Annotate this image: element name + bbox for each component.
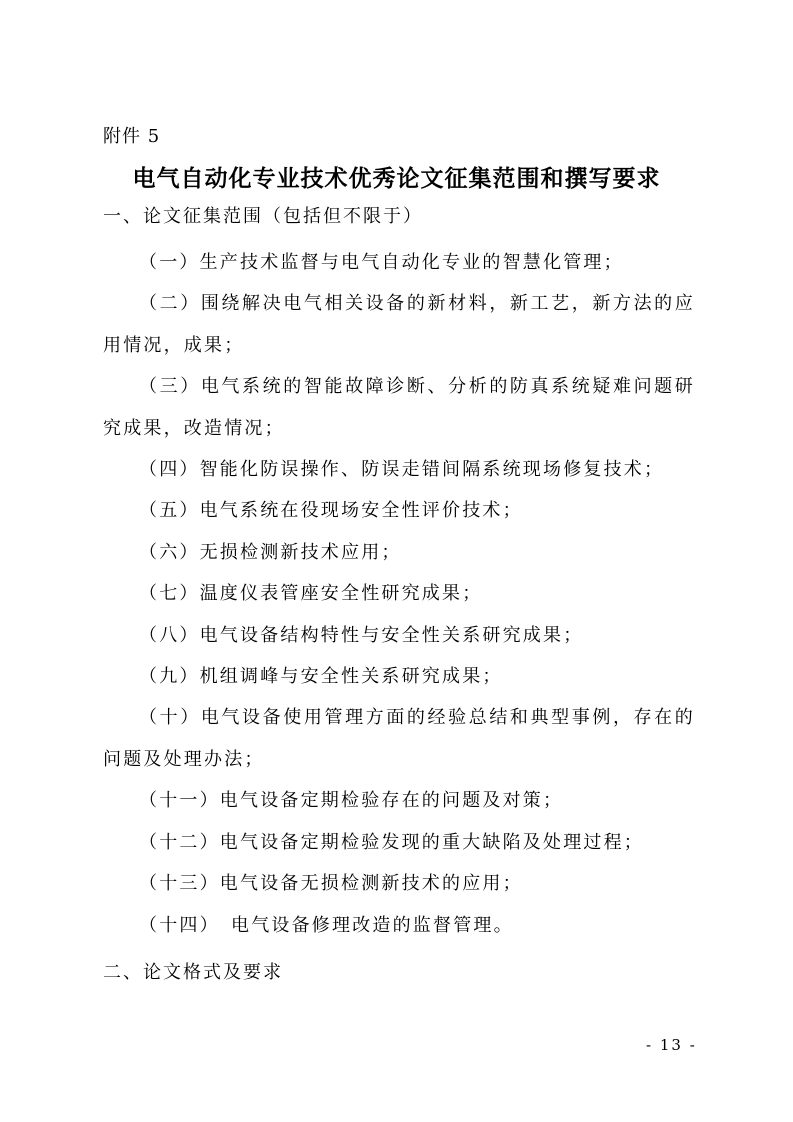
list-item: （五）电气系统在役现场安全性评价技术； <box>139 500 523 522</box>
list-item: （七）温度仪表管座安全性研究成果； <box>139 583 483 605</box>
section-heading-scope: 一、论文征集范围（包括但不限于） <box>103 206 423 227</box>
list-item: （二）围绕解决电气相关设备的新材料，新工艺，新方法的应用情况，成果； <box>103 293 695 356</box>
list-item: （十二）电气设备定期检验发现的重大缺陷及处理过程； <box>139 831 644 853</box>
list-item: （十三）电气设备无损检测新技术的应用； <box>139 873 523 895</box>
section-heading-format: 二、论文格式及要求 <box>103 962 283 983</box>
list-item: （四）智能化防误操作、防误走错间隔系统现场修复技术； <box>139 459 665 481</box>
list-item: （三）电气系统的智能故障诊断、分析的防真系统疑难问题研究成果，改造情况； <box>103 376 695 439</box>
page-number: - 13 - <box>646 1036 697 1054</box>
list-item: （九）机组调峰与安全性关系研究成果； <box>139 666 503 688</box>
list-item: （八）电气设备结构特性与安全性关系研究成果； <box>139 624 584 646</box>
document-title: 电气自动化专业技术优秀论文征集范围和撰写要求 <box>132 165 661 192</box>
attachment-label: 附件 5 <box>103 126 161 147</box>
list-item: （十）电气设备使用管理方面的经验总结和典型事例，存在的问题及处理办法； <box>103 707 695 770</box>
list-item: （一）生产技术监督与电气自动化专业的智慧化管理； <box>139 252 624 273</box>
list-item: （十一）电气设备定期检验存在的问题及对策； <box>139 790 564 812</box>
list-item: （十四） 电气设备修理改造的监督管理。 <box>139 914 514 936</box>
list-item: （六）无损检测新技术应用； <box>139 541 402 563</box>
scope-list <box>103 242 695 946</box>
